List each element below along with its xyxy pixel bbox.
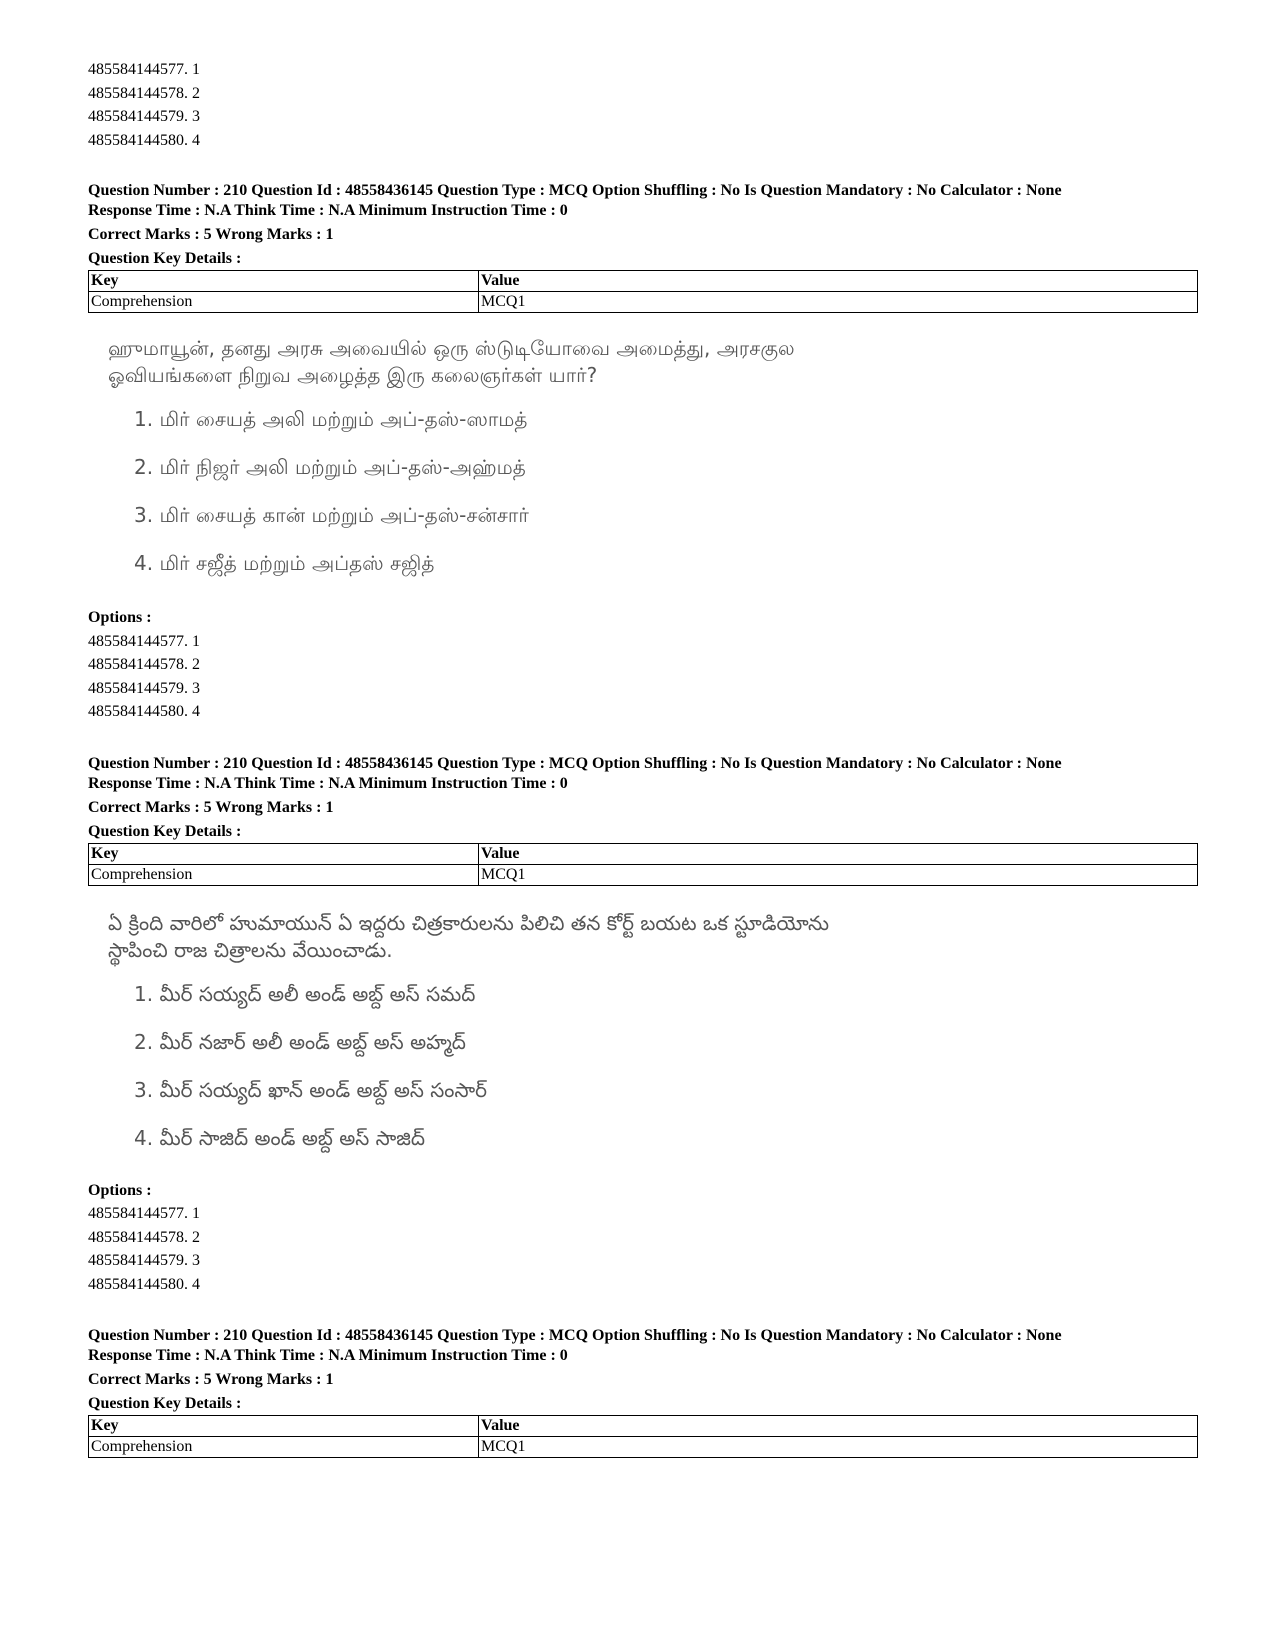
option-item: 485584144578. 2 xyxy=(88,656,200,673)
table-key-header: Key xyxy=(89,843,479,864)
question-block xyxy=(88,754,1198,1297)
key-details-label: Question Key Details : xyxy=(88,1395,242,1412)
question-block xyxy=(88,1326,1198,1458)
question-header-line2: Response Time : N.A Think Time : N.A Minimum Instruction Time : 0 xyxy=(88,202,568,219)
options-label: Options : xyxy=(88,609,152,626)
marks-line: Correct Marks : 5 Wrong Marks : 1 xyxy=(88,226,334,243)
key-details-label: Question Key Details : xyxy=(88,822,242,840)
question-header-line1: Question Number : 210 Question Id : 48558436145 Question Type : MCQ Option Shuffling : No Is Question Mandatory : No Calculator : None xyxy=(88,182,1062,199)
option-item: 485584144577. 1 xyxy=(88,1205,200,1222)
question-block xyxy=(88,181,1198,724)
options-list xyxy=(88,630,1198,724)
marks-line: Correct Marks : 5 Wrong Marks : 1 xyxy=(88,1371,334,1388)
table-row xyxy=(89,292,1198,313)
option-item: 485584144580. 4 xyxy=(88,1275,200,1293)
key-details-table xyxy=(88,1415,1198,1458)
question-header-line1: Question Number : 210 Question Id : 48558436145 Question Type : MCQ Option Shuffling : No Is Question Mandatory : No Calculator : None xyxy=(88,754,1062,772)
option-item: 485584144578. 2 xyxy=(88,1228,200,1246)
question-header-line2: Response Time : N.A Think Time : N.A Minimum Instruction Time : 0 xyxy=(88,774,568,792)
question-stem-line: ஹுமாயூன், தனது அரசு அவையில் ஒரு ஸ்டுடியோவை அமைத்து, அரசகுல xyxy=(108,336,795,360)
option-item: 485584144577. 1 xyxy=(88,61,200,78)
table-value-cell: MCQ1 xyxy=(479,864,1198,885)
options-label: Options : xyxy=(88,1181,152,1199)
key-details-label: Question Key Details : xyxy=(88,250,242,267)
table-value-header: Value xyxy=(479,271,1198,292)
table-key-cell: Comprehension xyxy=(89,1437,479,1458)
table-row xyxy=(89,864,1198,885)
question-choice: 3. మీర్ సయ్యద్ ఖాన్ అండ్ అబ్ద్ అస్ సంసార్ xyxy=(134,1077,487,1102)
question-image xyxy=(108,335,1198,597)
question-choice: 2. மிர் நிஜர் அலி மற்றும் அப்-தஸ்-அஹ்மத் xyxy=(134,455,526,479)
question-choice: 1. మీర్ సయ్యద్ అలీ అండ్ అబ్ద్ అస్ సమద్ xyxy=(134,981,476,1006)
table-key-header: Key xyxy=(89,1416,479,1437)
option-item: 485584144579. 3 xyxy=(88,679,200,697)
table-value-header: Value xyxy=(479,1416,1198,1437)
key-details-table xyxy=(88,843,1198,886)
top-options-list xyxy=(88,58,1198,152)
question-stem-line: ఏ క్రింది వారిలో హుమాయున్ ఏ ఇద్దరు చిత్రకారులను పిలిచి తన కోర్ట్ బయట ఒక స్టూడియోను xyxy=(108,910,829,935)
table-key-header: Key xyxy=(89,271,479,292)
option-item: 485584144578. 2 xyxy=(88,84,200,102)
table-header-row xyxy=(89,843,1198,864)
table-header-row xyxy=(89,271,1198,292)
key-details-table xyxy=(88,270,1198,313)
option-item: 485584144577. 1 xyxy=(88,632,200,650)
table-header-row xyxy=(89,1416,1198,1437)
option-item: 485584144579. 3 xyxy=(88,1252,200,1269)
question-image xyxy=(108,910,1198,1172)
option-item: 485584144580. 4 xyxy=(88,703,200,720)
marks-line: Correct Marks : 5 Wrong Marks : 1 xyxy=(88,798,334,816)
question-header-line1: Question Number : 210 Question Id : 48558436145 Question Type : MCQ Option Shuffling : No Is Question Mandatory : No Calculator : None xyxy=(88,1327,1062,1344)
question-choice: 4. மிர் சஜீத் மற்றும் அப்தஸ் சஜித் xyxy=(134,551,435,575)
table-key-cell: Comprehension xyxy=(89,292,479,313)
option-item: 485584144579. 3 xyxy=(88,108,200,125)
question-choice: 3. மிர் சையத் கான் மற்றும் அப்-தஸ்-சன்சார் xyxy=(134,503,529,527)
option-item: 485584144580. 4 xyxy=(88,131,200,149)
question-choice: 2. మీర్ నజార్ అలీ అండ్ అబ్ద్ అస్ అహ్మద్ xyxy=(134,1029,466,1054)
question-choice: 4. మీర్ సాజిద్ అండ్ అబ్ద్ అస్ సాజిద్ xyxy=(134,1125,425,1150)
table-value-cell: MCQ1 xyxy=(479,292,1198,313)
options-list xyxy=(88,1202,1198,1296)
question-stem-line: ஓவியங்களை நிறுவ அழைத்த இரு கலைஞர்கள் யார்? xyxy=(108,363,598,387)
question-choice: 1. மிர் சையத் அலி மற்றும் அப்-தஸ்-ஸாமத் xyxy=(134,407,528,431)
table-row xyxy=(89,1437,1198,1458)
question-header-line2: Response Time : N.A Think Time : N.A Minimum Instruction Time : 0 xyxy=(88,1347,568,1364)
table-value-cell: MCQ1 xyxy=(479,1437,1198,1458)
document-page xyxy=(88,58,1198,1458)
table-value-header: Value xyxy=(479,843,1198,864)
question-stem-line: స్థాపించి రాజ చిత్రాలను వేయించాడు. xyxy=(108,937,393,962)
table-key-cell: Comprehension xyxy=(89,864,479,885)
